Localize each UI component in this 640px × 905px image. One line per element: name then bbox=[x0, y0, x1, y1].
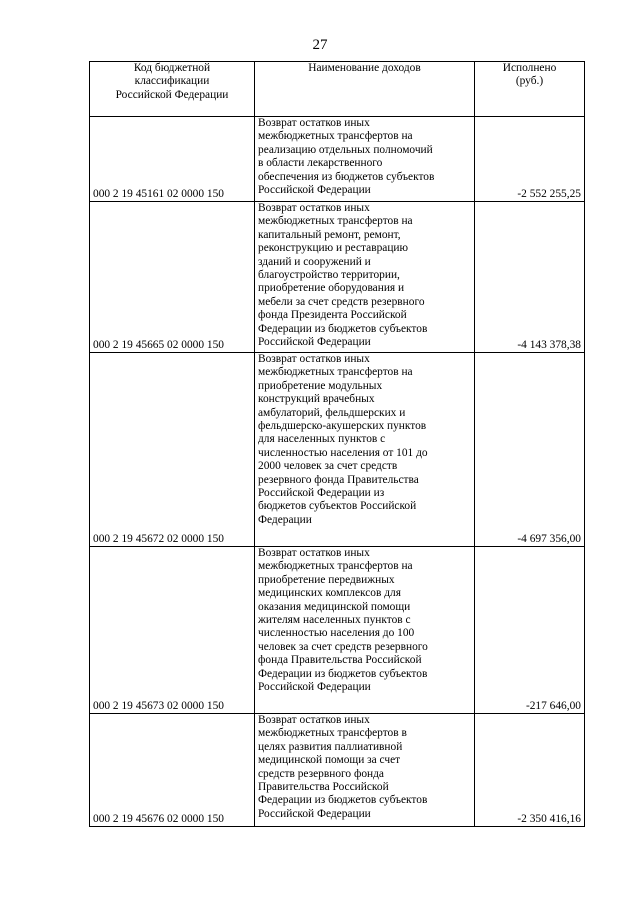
amount-cell: -2 552 255,25 bbox=[475, 117, 585, 202]
revenue-name-cell: Возврат остатков иных межбюджетных трансфертов в целях развития паллиативной медицинской помощи за счет средств резервного фонда Правительства Российской Федерации из бюджетов субъектов Российской Федерации bbox=[255, 714, 475, 827]
table-row bbox=[90, 547, 585, 714]
column-header-amount: Исполнено (руб.) bbox=[475, 62, 585, 117]
column-header-code: Код бюджетной классификации Российской Федерации bbox=[90, 62, 255, 117]
amount-cell: -4 697 356,00 bbox=[475, 353, 585, 547]
amount-cell: -4 143 378,38 bbox=[475, 202, 585, 353]
table-row bbox=[90, 353, 585, 547]
revenue-name-cell: Возврат остатков иных межбюджетных трансфертов на приобретение модульных конструкций врачебных амбулаторий, фельдшерских и фельдшерско-акушерских пунктов для населенных пунктов с численностью населения от 101 до 2000 человек за счет средств резервного фонда Правительства Российской Федерации из бюджетов субъектов Российской Федерации bbox=[255, 353, 475, 547]
budget-code-cell: 000 2 19 45665 02 0000 150 bbox=[90, 202, 255, 353]
page-number: 27 bbox=[312, 37, 328, 53]
amount-cell: -2 350 416,16 bbox=[475, 714, 585, 827]
table-row bbox=[90, 202, 585, 353]
table-header-row bbox=[90, 62, 585, 117]
table-row bbox=[90, 117, 585, 202]
budget-code-cell: 000 2 19 45673 02 0000 150 bbox=[90, 547, 255, 714]
revenue-table bbox=[89, 61, 585, 827]
amount-cell: -217 646,00 bbox=[475, 547, 585, 714]
budget-code-cell: 000 2 19 45676 02 0000 150 bbox=[90, 714, 255, 827]
revenue-name-cell: Возврат остатков иных межбюджетных трансфертов на приобретение передвижных медицинских комплексов для оказания медицинской помощи жителям населенных пунктов с численностью населения до 100 человек за счет средств резервного фонда Правительства Российской Федерации из бюджетов субъектов Российской Федерации bbox=[255, 547, 475, 714]
budget-code-cell: 000 2 19 45672 02 0000 150 bbox=[90, 353, 255, 547]
revenue-name-cell: Возврат остатков иных межбюджетных трансфертов на капитальный ремонт, ремонт, реконструкцию и реставрацию зданий и сооружений и благоустройство территории, приобретение оборудования и мебели за счет средств резервного фонда Президента Российской Федерации из бюджетов субъектов Российской Федерации bbox=[255, 202, 475, 353]
table-row bbox=[90, 714, 585, 827]
budget-code-cell: 000 2 19 45161 02 0000 150 bbox=[90, 117, 255, 202]
revenue-name-cell: Возврат остатков иных межбюджетных трансфертов на реализацию отдельных полномочий в области лекарственного обеспечения из бюджетов субъектов Российской Федерации bbox=[255, 117, 475, 202]
column-header-name: Наименование доходов bbox=[255, 62, 475, 117]
